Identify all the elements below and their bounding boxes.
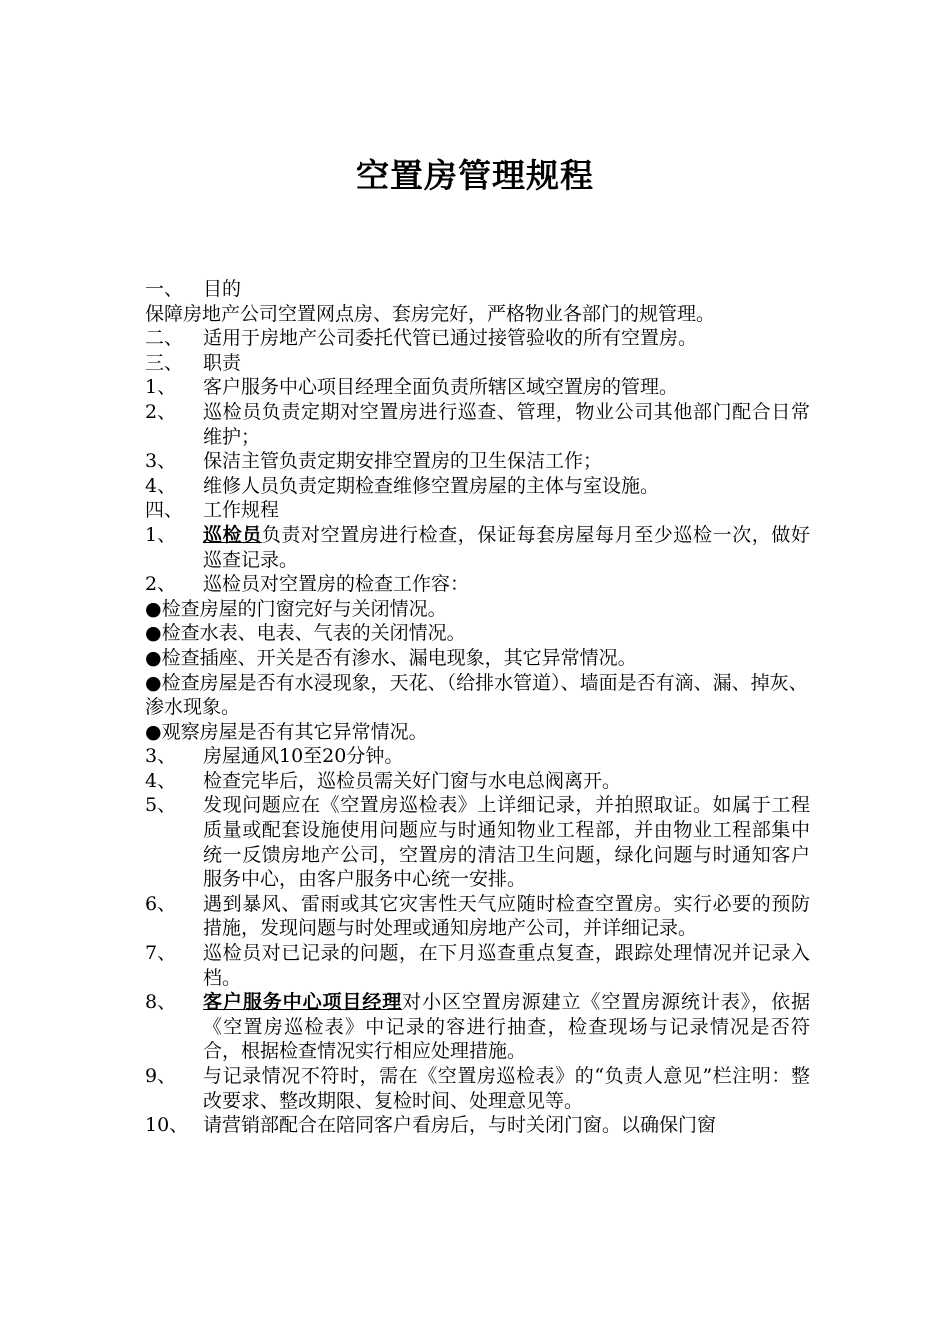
item-number: 2、 <box>145 400 177 423</box>
item-number: 9、 <box>145 1065 177 1087</box>
item-text: 巡检员对已记录的问题，在下月巡查重点复查，跟踪处理情况并记录入档。 <box>203 942 810 989</box>
procedure-item <box>145 572 810 597</box>
item-text <box>203 523 810 572</box>
item-text: 维修人员负责定期检查维修空置房屋的主体与室设施。 <box>203 474 660 497</box>
item-text: 请营销部配合在陪同客户看房后，与时关闭门窗。以确保门窗 <box>203 1114 717 1137</box>
section-procedure-heading <box>145 498 810 523</box>
item-number: 8、 <box>145 991 177 1014</box>
bullet-item: ●检查房屋是否有水浸现象，天花、（给排水管道）、墙面是否有滴、漏、掉灰、渗水现象。 <box>145 671 808 719</box>
item-text: 遇到暴风、雷雨或其它灾害性天气应随时检查空置房。实行必要的预防措施，发现问题与时处理或通知房地产公司，并详细记录。 <box>203 892 810 940</box>
section-title: 职责 <box>203 351 242 374</box>
duty-item <box>145 375 810 400</box>
item-number: 2、 <box>145 573 177 596</box>
bold-underlined-term: 客户服务中心项目经理 <box>203 991 403 1014</box>
procedure-item <box>145 744 810 769</box>
item-number: 6、 <box>145 892 177 915</box>
purpose-text: 保障房地产公司空置网点房、套房完好，严格物业各部门的规管理。 <box>145 302 716 325</box>
item-number: 3、 <box>145 450 177 473</box>
item-text <box>203 990 810 1064</box>
item-text: 巡检员负责定期对空置房进行巡查、管理，物业公司其他部门配合日常维护； <box>203 400 810 448</box>
item-number: 1、 <box>145 376 177 399</box>
item-number: 7、 <box>145 942 177 965</box>
item-number: 5、 <box>145 794 177 817</box>
duty-item <box>145 400 810 449</box>
item-text-rest: 对小区空置房源建立《空置房源统计表》，依据《空置房巡检表》中记录的容进行抽查，检查现场与记录情况是否符合，根据检查情况实行相应处理措施。 <box>203 991 810 1063</box>
bullet-item: ●检查房屋的门窗完好与关闭情况。 <box>145 597 447 620</box>
item-number: 4、 <box>145 474 177 497</box>
procedure-item <box>145 1064 810 1113</box>
section-purpose-heading <box>145 277 810 302</box>
section-number: 三、 <box>145 351 184 374</box>
item-number: 4、 <box>145 769 177 792</box>
section-title: 目的 <box>203 278 242 300</box>
bullet-item: ●观察房屋是否有其它异常情况。 <box>145 720 428 743</box>
document-title: 空置房管理规程 <box>356 156 594 195</box>
item-text: 房屋通风10至20分钟。 <box>203 745 404 768</box>
section-number: 四、 <box>145 499 184 522</box>
section-title: 适用于房地产公司委托代管已通过接管验收的所有空置房。 <box>203 327 698 350</box>
bullet-item: ●检查插座、开关是否有渗水、漏电现象，其它异常情况。 <box>145 646 637 669</box>
procedure-item <box>145 523 810 572</box>
document-body <box>145 277 810 1138</box>
section-scope-heading <box>145 326 810 351</box>
procedure-item <box>145 769 810 794</box>
section-number: 一、 <box>145 278 184 300</box>
item-number: 3、 <box>145 745 177 768</box>
item-text-rest: 负责对空置房进行检查，保证每套房屋每月至少巡检一次，做好巡查记录。 <box>203 523 810 571</box>
item-text: 与记录情况不符时，需在《空置房巡检表》的“负责人意见”栏注明：整改要求、整改期限、复检时间、处理意见等。 <box>203 1065 810 1112</box>
item-text: 保洁主管负责定期安排空置房的卫生保洁工作； <box>203 450 603 473</box>
item-text: 客户服务中心项目经理全面负责所辖区域空置房的管理。 <box>203 376 679 399</box>
bullet-item: ●检查水表、电表、气表的关闭情况。 <box>145 622 466 645</box>
item-text: 发现问题应在《空置房巡检表》上详细记录，并拍照取证。如属于工程质量或配套设施使用问题应与时通知物业工程部，并由物业工程部集中统一反馈房地产公司，空置房的清洁卫生问题，绿化问题与时通知客户服务中心，由客户服务中心统一安排。 <box>203 794 810 891</box>
procedure-item <box>145 1113 810 1138</box>
item-text: 巡检员对空置房的检查工作容： <box>203 573 470 596</box>
item-number: 10、 <box>145 1114 189 1137</box>
duty-item <box>145 449 810 474</box>
procedure-item <box>145 892 810 941</box>
section-duties-heading <box>145 351 810 376</box>
procedure-item <box>145 941 810 990</box>
item-number: 1、 <box>145 523 177 546</box>
procedure-item <box>145 990 810 1064</box>
procedure-item <box>145 793 810 891</box>
section-number: 二、 <box>145 327 184 350</box>
bold-underlined-term: 巡检员 <box>203 523 262 546</box>
duty-item <box>145 474 810 499</box>
section-title: 工作规程 <box>203 499 280 522</box>
item-text: 检查完毕后，巡检员需关好门窗与水电总阀离开。 <box>203 769 622 792</box>
